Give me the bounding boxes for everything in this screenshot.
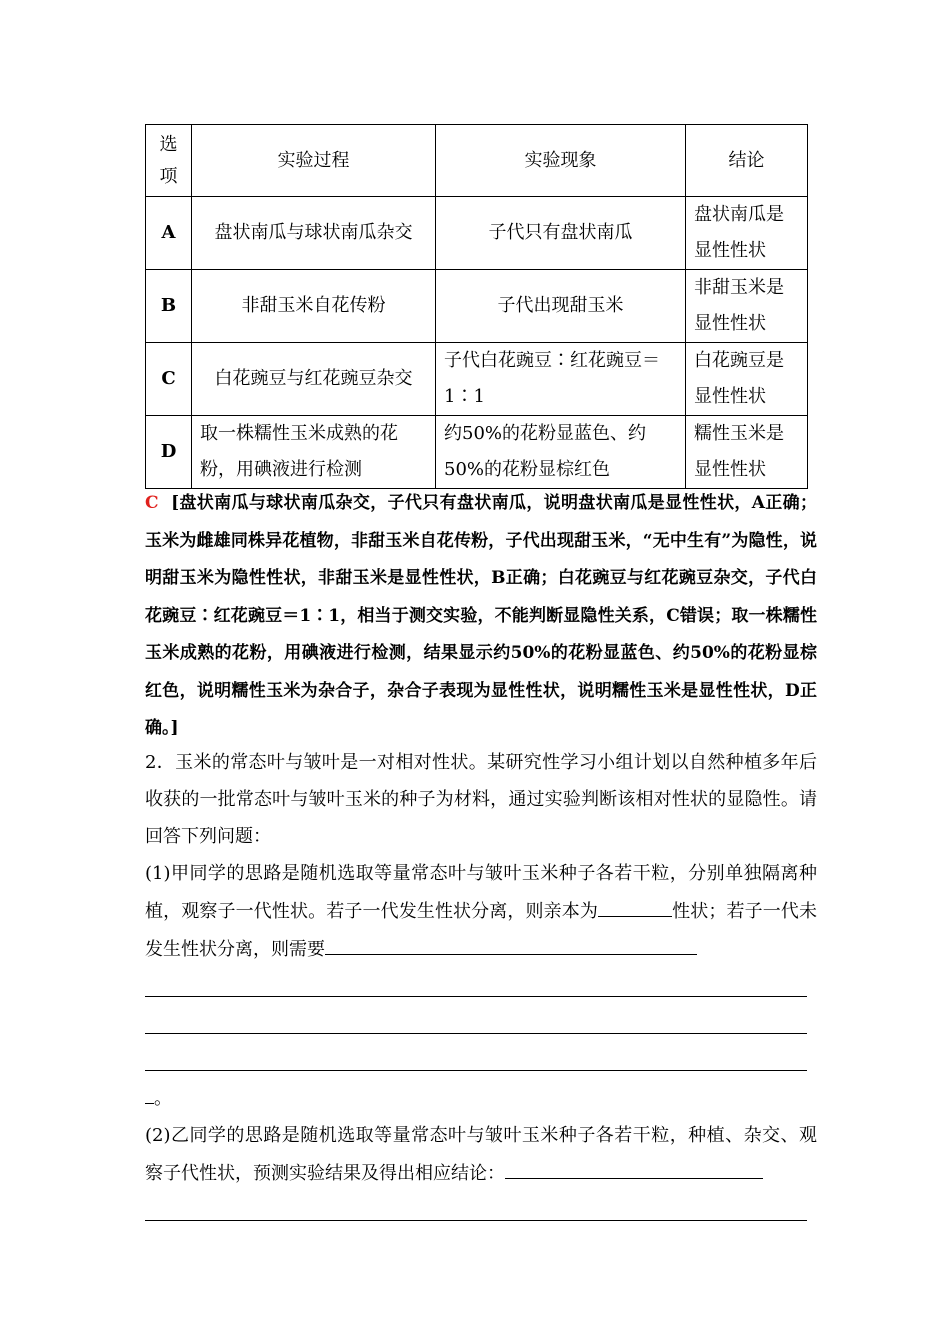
answer-line-end	[145, 1079, 817, 1117]
phenomenon-cell: 子代出现甜玉米	[436, 270, 686, 343]
header-process: 实验过程	[192, 125, 436, 197]
answer-line[interactable]	[145, 1042, 817, 1079]
answer-explanation	[145, 485, 817, 748]
table-row	[146, 416, 808, 489]
conclusion-cell: 非甜玉米是显性性状	[686, 270, 808, 343]
phenomenon-cell: 子代只有盘状南瓜	[436, 197, 686, 270]
explanation-text: [盘状南瓜与球状南瓜杂交，子代只有盘状南瓜，说明盘状南瓜是显性性状，A正确；玉米为雌雄同株异花植物，非甜玉米自花传粉，子代出现甜玉米，“无中生有”为隐性，说明甜玉米为隐性性状，非甜玉米是显性性状，B正确；白花豌豆与红花豌豆杂交，子代白花豌豆∶红花豌豆＝1∶1，相当于测交实验，不能判断显隐性关系，C错误；取一株糯性玉米成熟的花粉，用碘液进行检测，结果显示约50%的花粉显蓝色、约50%的花粉显棕红色，说明糯性玉米为杂合子，杂合子表现为显性性状，说明糯性玉米是显性性状，D正确。]	[145, 493, 817, 738]
answer-line[interactable]	[145, 1192, 817, 1229]
option-label: C	[146, 343, 192, 416]
header-conclusion: 结论	[686, 125, 808, 197]
question-2	[145, 744, 817, 1229]
process-cell: 白花豌豆与红花豌豆杂交	[192, 343, 436, 416]
part1-text-b: 性状；若子一代未发生性状分离，则需要	[145, 901, 818, 960]
phenomenon-cell: 约50%的花粉显蓝色、约50%的花粉显棕红色	[436, 416, 686, 489]
answer-line[interactable]	[145, 968, 817, 1005]
header-option: 选项	[146, 125, 192, 197]
answer-blank[interactable]	[325, 930, 697, 955]
conclusion-cell: 白花豌豆是显性性状	[686, 343, 808, 416]
table-row	[146, 270, 808, 343]
part1-end: 。	[154, 1088, 172, 1109]
answer-blank[interactable]	[145, 1079, 154, 1104]
process-cell: 非甜玉米自花传粉	[192, 270, 436, 343]
experiment-table	[145, 124, 808, 489]
question-part-2	[145, 1117, 817, 1192]
conclusion-cell: 糯性玉米是显性性状	[686, 416, 808, 489]
header-phenomenon: 实验现象	[436, 125, 686, 197]
question-part-1	[145, 855, 817, 968]
option-label: D	[146, 416, 192, 489]
answer-letter: C	[145, 493, 159, 513]
part1-text-a: (1)甲同学的思路是随机选取等量常态叶与皱叶玉米种子各若干粒，分别单独隔离种植，观察子一代性状。若子一代发生性状分离，则亲本为	[145, 863, 817, 922]
process-cell: 盘状南瓜与球状南瓜杂交	[192, 197, 436, 270]
option-label: A	[146, 197, 192, 270]
answer-line[interactable]	[145, 1005, 817, 1042]
answer-blank[interactable]	[598, 892, 672, 917]
table-row	[146, 197, 808, 270]
phenomenon-cell: 子代白花豌豆∶红花豌豆＝1∶1	[436, 343, 686, 416]
table-row	[146, 343, 808, 416]
process-cell: 取一株糯性玉米成熟的花粉，用碘液进行检测	[192, 416, 436, 489]
answer-blank[interactable]	[505, 1154, 763, 1179]
conclusion-cell: 盘状南瓜是显性性状	[686, 197, 808, 270]
option-label: B	[146, 270, 192, 343]
part2-text: (2)乙同学的思路是随机选取等量常态叶与皱叶玉米种子各若干粒，种植、杂交、观察子代性状，预测实验结果及得出相应结论：	[145, 1125, 817, 1184]
table-header-row	[146, 125, 808, 197]
question-stem: 2．玉米的常态叶与皱叶是一对相对性状。某研究性学习小组计划以自然种植多年后收获的一批常态叶与皱叶玉米的种子为材料，通过实验判断该相对性状的显隐性。请回答下列问题：	[145, 752, 817, 847]
